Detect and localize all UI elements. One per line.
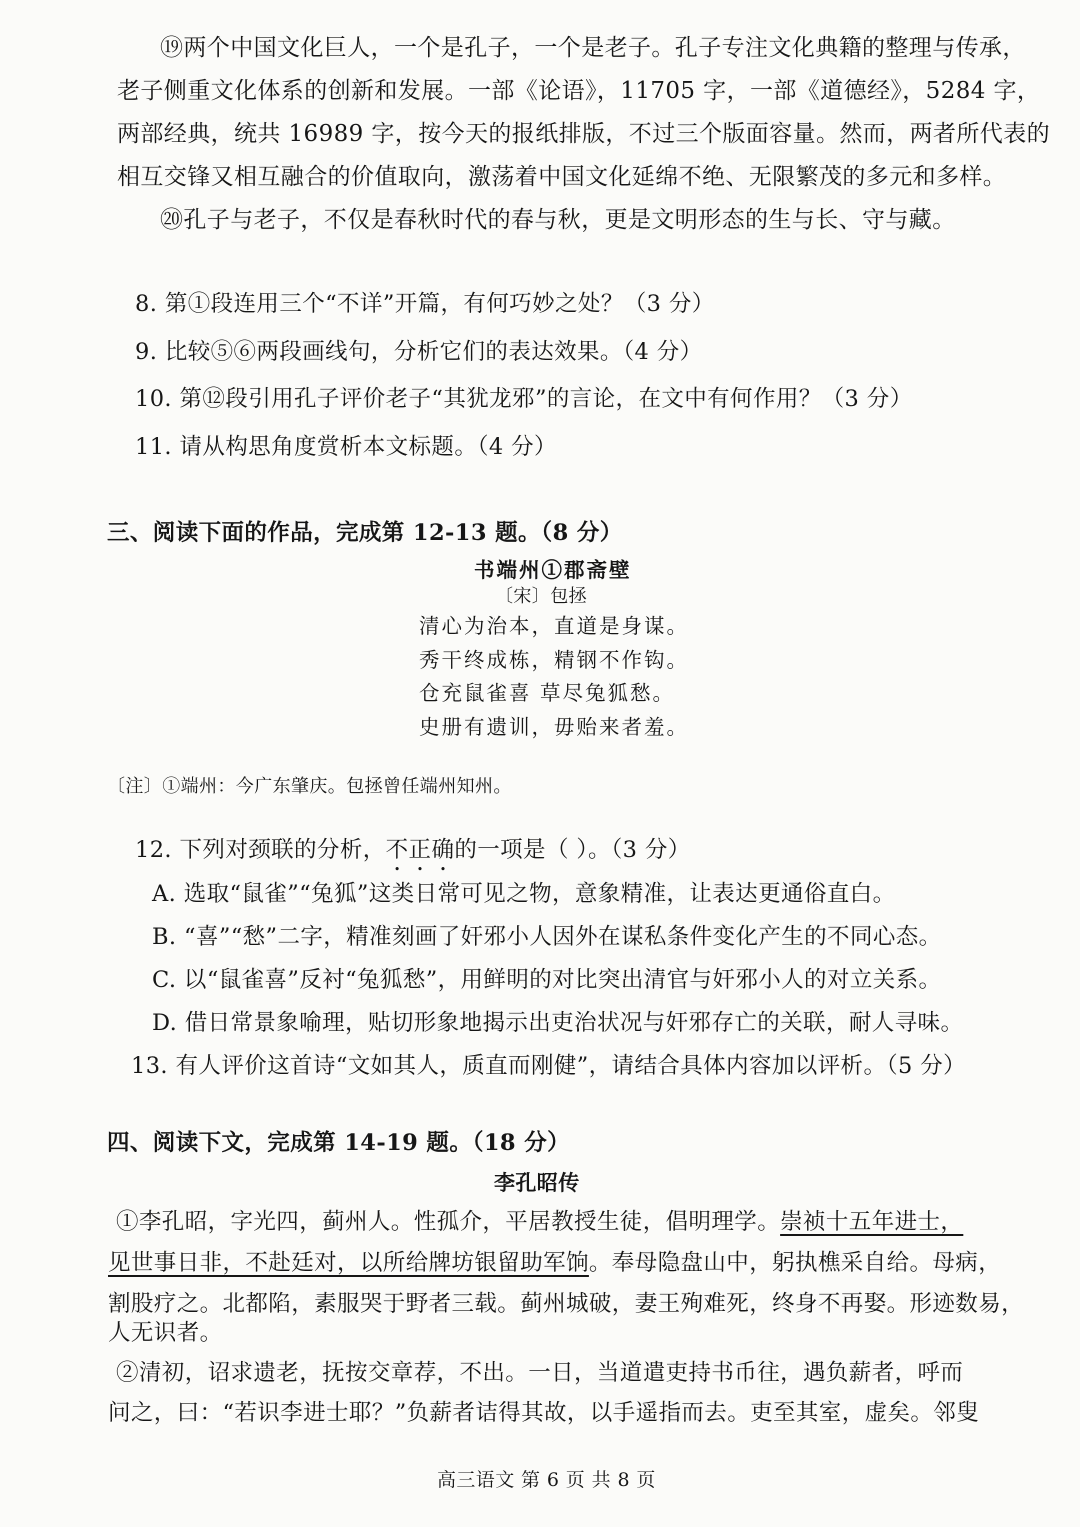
section-3-heading: 三、阅读下面的作品，完成第 12-13 题。（8 分） (107, 520, 623, 546)
passage-paragraph-1-line-3: 割股疗之。北都陷，素服哭于野者三载。蓟州城破，妻王殉难死，终身不再娶。形迹数易， (108, 1291, 1025, 1317)
question-12-suffix: 的一项是（ ）。（3 分） (454, 837, 691, 863)
paragraph-20: ⑳孔子与老子，不仅是春秋时代的春与秋，更是文明形态的生与长、守与藏。 (160, 207, 956, 233)
question-12 (135, 835, 691, 876)
p1-text-a: ①李孔昭，字光四，蓟州人。性孤介，平居教授生徒，倡明理学。 (116, 1209, 781, 1235)
question-12-prefix: 12. 下列对颈联的分析， (135, 837, 386, 863)
option-b: B. “喜”“愁”二字，精准刻画了奸邪小人因外在谋私条件变化产生的不同心态。 (152, 924, 942, 950)
option-a: A. 选取“鼠雀”“兔狐”这类日常可见之物，意象精准，让表达更通俗直白。 (152, 881, 896, 907)
page-footer: 高三语文 第 6 页 共 8 页 (437, 1469, 656, 1491)
passage-paragraph-2-line-1: ②清初，诏求遗老，抚按交章荐，不出。一日，当道遣吏持书币往，遇负薪者，呼而 (116, 1360, 964, 1386)
poem-line-2: 秀干终成栋，精钢不作钩。 (419, 648, 689, 672)
p1-underlined-b: 见世事日非，不赴廷对，以所给牌坊银留助军饷 (108, 1250, 589, 1276)
paragraph-19-line-4: 相互交锋又相互融合的价值取向，激荡着中国文化延绵不绝、无限繁茂的多元和多样。 (117, 164, 1007, 190)
question-11: 11. 请从构思角度赏析本文标题。（4 分） (135, 434, 557, 460)
poem-line-1: 清心为治本，直道是身谋。 (419, 614, 689, 638)
paragraph-19-line-1: ⑲两个中国文化巨人，一个是孔子，一个是老子。孔子专注文化典籍的整理与传承， (160, 35, 1026, 61)
question-13: 13. 有人评价这首诗“文如其人，质直而刚健”，请结合具体内容加以评析。（5 分） (131, 1053, 967, 1079)
question-10: 10. 第⑫段引用孔子评价老子“其犹龙邪”的言论，在文中有何作用？（3 分） (135, 386, 913, 412)
option-d: D. 借日常景象喻理，贴切形象地揭示出吏治状况与奸邪存亡的关联，耐人寻味。 (152, 1010, 964, 1036)
p1-text-b: 。奉母隐盘山中，躬执樵采自给。母病， (588, 1250, 1002, 1276)
passage-paragraph-1-line-4: 人无识者。 (108, 1320, 223, 1346)
poem-line-4: 史册有遗训，毋贻来者羞。 (419, 715, 689, 739)
paragraph-19-line-2: 老子侧重文化体系的创新和发展。一部《论语》，11705 字，一部《道德经》，5284 字， (117, 78, 1041, 104)
question-8: 8. 第①段连用三个“不详”开篇，有何巧妙之处？（3 分） (135, 291, 715, 317)
poem-line-3: 仓充鼠雀喜 草尽兔狐愁。 (419, 681, 676, 705)
passage-paragraph-2-line-2: 问之，曰：“若识李进士耶？”负薪者诘得其故，以手遥指而去。吏至其室，虚矣。邻叟 (108, 1400, 980, 1426)
option-c: C. 以“鼠雀喜”反衬“兔狐愁”，用鲜明的对比突出清官与奸邪小人的对立关系。 (152, 967, 942, 993)
section-4-heading: 四、阅读下文，完成第 14-19 题。（18 分） (107, 1130, 571, 1156)
p1-underlined-a: 崇祯十五年进士， (780, 1209, 964, 1235)
passage-paragraph-1-line-2 (108, 1248, 1001, 1278)
question-9: 9. 比较⑤⑥两段画线句，分析它们的表达效果。（4 分） (135, 339, 703, 365)
question-12-emphasis: 不正确 (385, 837, 455, 863)
passage-paragraph-1-line-1 (116, 1207, 963, 1237)
poem-title: 书端州①郡斋壁 (474, 558, 632, 582)
poem-note: 〔注〕①端州：今广东肇庆。包拯曾任端州知州。 (107, 776, 512, 797)
paragraph-19-line-3: 两部经典，统共 16989 字，按今天的报纸排版，不过三个版面容量。然而，两者所代表的 (117, 121, 1050, 147)
passage-title: 李孔昭传 (494, 1170, 580, 1195)
poem-author: 〔宋〕包拯 (495, 586, 587, 607)
